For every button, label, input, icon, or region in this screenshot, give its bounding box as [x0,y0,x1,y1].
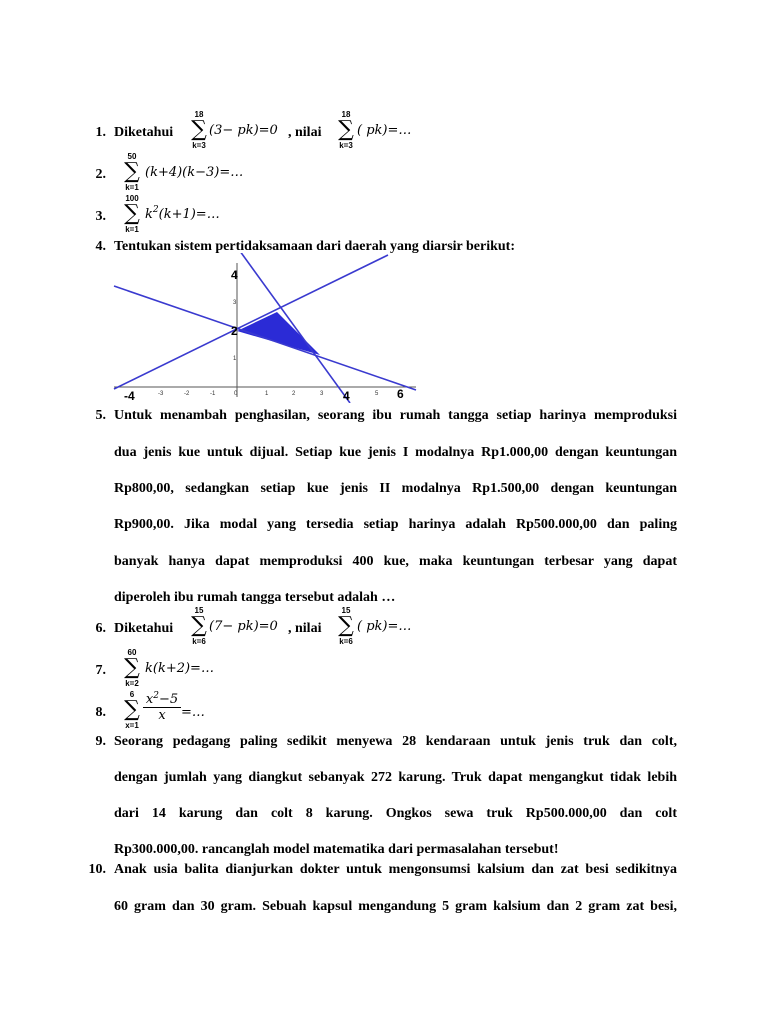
q1-mid: , nilai [288,125,322,140]
q8-sum [120,690,144,730]
q3-rest: (k+1)=… [158,207,220,222]
y-tick-label: 1 [233,356,237,362]
sum-lower: k=1 [125,225,139,234]
line-upward [114,255,388,389]
q6-number: 6. [95,621,106,636]
sigma-symbol: ∑ [191,613,207,638]
sum-lower: k=3 [339,141,353,150]
sum-upper: 6 [129,690,135,699]
q8-num-exp: 2 [153,691,159,701]
q6-mid: , nilai [288,621,322,636]
inequality-graph [110,253,420,403]
x-tick-label: -1 [210,391,216,397]
q2-number: 2. [95,167,106,182]
q6-sum2-expr: ( pk)=… [357,619,412,634]
y-tick-label: 3 [233,300,237,306]
sum-upper: 100 [125,194,139,203]
sum-lower: k=6 [339,637,353,646]
x-tick-label: 1 [265,391,269,397]
q5-line: Rp900,00. Jika modal yang tersedia setiap harinya adalah Rp500.000,00 dan paling [114,517,677,532]
label-y-2: 2 [231,324,238,338]
q6-lead: Diketahui [114,621,174,636]
q5-line: dua jenis kue untuk dijual. Setiap kue jenis I modalnya Rp1.000,00 dengan keuntungan [114,445,677,460]
q5-line: Untuk menambah penghasilan, seorang ibu rumah tangga setiap harinya memproduksi [114,408,677,423]
q7-sum [120,648,144,688]
q9-line: Seorang pedagang paling sedikit menyewa 28 kendaraan untuk jenis truk dan colt, [114,734,677,749]
sum-upper: 15 [341,606,351,615]
sigma-symbol: ∑ [124,697,140,722]
q9-number: 9. [95,734,106,749]
x-tick-label: 2 [292,391,296,397]
q3-expr [145,207,220,222]
x-tick-label: -3 [158,391,164,397]
sum-lower: k=6 [192,637,206,646]
x-tick-label: 5 [375,391,379,397]
q7-number: 7. [95,663,106,678]
q10-line: 60 gram dan 30 gram. Sebuah kapsul mengandung 5 gram kalsium dan 2 gram zat besi, [114,899,677,914]
sum-upper: 15 [194,606,204,615]
sum-upper: 50 [127,152,137,161]
sum-upper: 60 [127,648,137,657]
q1-sum2-expr: ( pk)=… [357,123,412,138]
q5-line: Rp800,00, sedangkan setiap kue jenis II modalnya Rp1.500,00 dengan keuntungan [114,481,677,496]
sum-lower: k=1 [125,183,139,192]
q8-num-var: x [145,692,154,707]
x-tick-label: -2 [184,391,190,397]
label-x-4: 4 [343,389,350,403]
q1-sum2 [334,110,358,150]
q1-sum1 [187,110,211,150]
q10-number: 10. [88,862,106,877]
sigma-symbol: ∑ [124,159,140,184]
q5-line: banyak hanya dapat memproduksi 400 kue, maka keuntungan terbesar yang dapat [114,554,677,569]
q3-number: 3. [95,209,106,224]
q3-sum [120,194,144,234]
q6-sum1-expr: (7− pk)=0 [209,619,278,634]
sum-upper: 18 [194,110,204,119]
q2-expr: (k+4)(k−3)=… [145,165,244,180]
q3-exponent: 2 [152,205,159,215]
q9-line: dari 14 karung dan colt 8 karung. Ongkos sewa truk Rp500.000,00 dan colt [114,806,677,821]
q6-sum2 [334,606,358,646]
q1-lead: Diketahui [114,125,174,140]
q1-number: 1. [95,125,106,140]
x-tick-label: 0 [234,391,238,397]
q4-text: Tentukan sistem pertidaksamaan dari daerah yang diarsir berikut: [114,239,515,254]
q2-sum [120,152,144,192]
q8-denominator: x [143,707,181,723]
sum-lower: x=1 [125,721,139,730]
label-x-6: 6 [397,387,404,401]
q8-number: 8. [95,705,106,720]
label-x-neg4: -4 [124,389,135,403]
q8-numerator [143,692,181,707]
q3-base: k [145,207,153,222]
sigma-symbol: ∑ [338,613,354,638]
sigma-symbol: ∑ [338,117,354,142]
sigma-symbol: ∑ [124,201,140,226]
shaded-region [237,312,320,355]
q9-line-last: Rp300.000,00. rancanglah model matematika dari permasalahan tersebut! [114,842,559,857]
q8-fraction [143,692,181,723]
q1-sum1-expr: (3− pk)=0 [209,123,278,138]
q10-line: Anak usia balita dianjurkan dokter untuk mengonsumsi kalsium dan zat besi sedikitnya [114,862,677,877]
q9-line: dengan jumlah yang diangkut sebanyak 272 karung. Truk dapat mengangkut tidak lebih [114,770,677,785]
q4-number: 4. [95,239,106,254]
sigma-symbol: ∑ [191,117,207,142]
q5-line-last: diperoleh ibu rumah tangga tersebut adalah … [114,590,396,605]
q7-expr: k(k+2)=… [145,661,214,676]
label-y-4: 4 [231,268,238,282]
x-tick-label: 3 [320,391,324,397]
q8-tail: =… [181,705,205,720]
sigma-symbol: ∑ [124,655,140,680]
q8-num-rest: −5 [158,692,179,707]
sum-lower: k=3 [192,141,206,150]
q6-sum1 [187,606,211,646]
q5-number: 5. [95,408,106,423]
sum-upper: 18 [341,110,351,119]
sum-lower: k=2 [125,679,139,688]
line-shallow [114,286,416,390]
